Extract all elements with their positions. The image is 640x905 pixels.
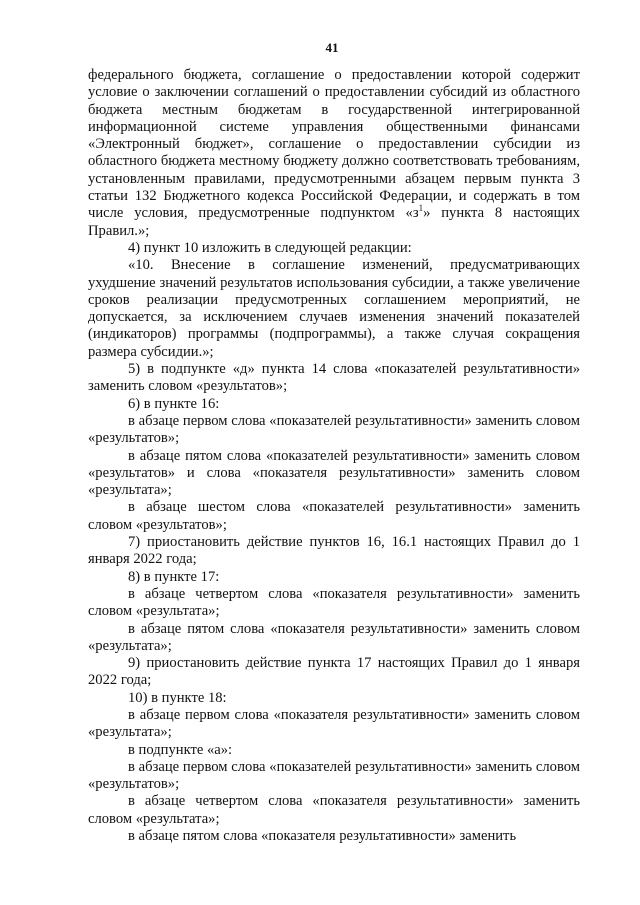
paragraph: в абзаце четвертом слова «показателя результативности» заменить словом «результата»; — [88, 793, 580, 827]
page-number: 41 — [325, 40, 339, 55]
paragraph: в абзаце первом слова «показателей результативности» заменить словом «результатов»; — [88, 412, 580, 447]
paragraph: 8) в пункте 17: — [128, 568, 220, 585]
paragraph: «10. Внесение в соглашение изменений, предусматривающих ухудшение значений результатов использования субсидии, а также увеличение сроков реализации предусмотренных соглашением мероприятий, не допускается, за исключением случаев изменения значений показателей (индикаторов) программы (подпрограммы), а также случая сокращения размера субсидии.»; — [88, 257, 580, 360]
paragraph: 4) пункт 10 изложить в следующей редакции: — [128, 239, 412, 256]
paragraph: в абзаце первом слова «показателей результативности» заменить словом «результатов»; — [88, 758, 580, 793]
document-body — [88, 67, 580, 845]
paragraph: 5) в подпункте «д» пункта 14 слова «показателей результативности» заменить словом «результатов»; — [88, 361, 580, 395]
paragraph: 10) в пункте 18: — [128, 689, 227, 706]
paragraph: в абзаце пятом слова «показателей результативности» заменить словом «результатов» и слова «показателя результативности» заменить словом «результата»; — [88, 447, 580, 499]
paragraph: федерального бюджета, соглашение о предоставлении которой содержит условие о заключении соглашений о предоставлении субсидий из областного бюджета местным бюджетам в государственной интегрированной информационной системе управления общественными финансами «Электронный бюджет», соглашение о предоставлении субсидии из областного бюджета местному бюджету должно соответствовать требованиям, установленным правилами, предусмотренными абзацем первым пункта 3 статьи 132 Бюджетного кодекса Российской Федерации, и содержать в том числе условия, предусмотренные подпунктом «$з^1$» пункта 8 настоящих Правил.»; — [88, 67, 580, 239]
paragraph: в абзаце первом слова «показателя результативности» заменить словом «результата»; — [88, 706, 580, 741]
superscript: 1 — [418, 203, 424, 214]
paragraph: в абзаце пятом слова «показателя результативности» заменить словом «результата»; — [88, 620, 580, 654]
paragraph: в абзаце четвертом слова «показателя результативности» заменить словом «результата»; — [88, 585, 580, 620]
paragraph: в абзаце шестом слова «показателей результативности» заменить словом «результатов»; — [88, 499, 580, 533]
paragraph: в абзаце пятом слова «показателя результативности» заменить — [128, 828, 517, 845]
paragraph: 9) приостановить действие пункта 17 настоящих Правил до 1 января 2022 года; — [88, 655, 580, 689]
paragraph: 6) в пункте 16: — [128, 395, 220, 412]
paragraph: 7) приостановить действие пунктов 16, 16.1 настоящих Правил до 1 января 2022 года; — [88, 534, 580, 568]
paragraph: в подпункте «а»: — [128, 741, 233, 758]
